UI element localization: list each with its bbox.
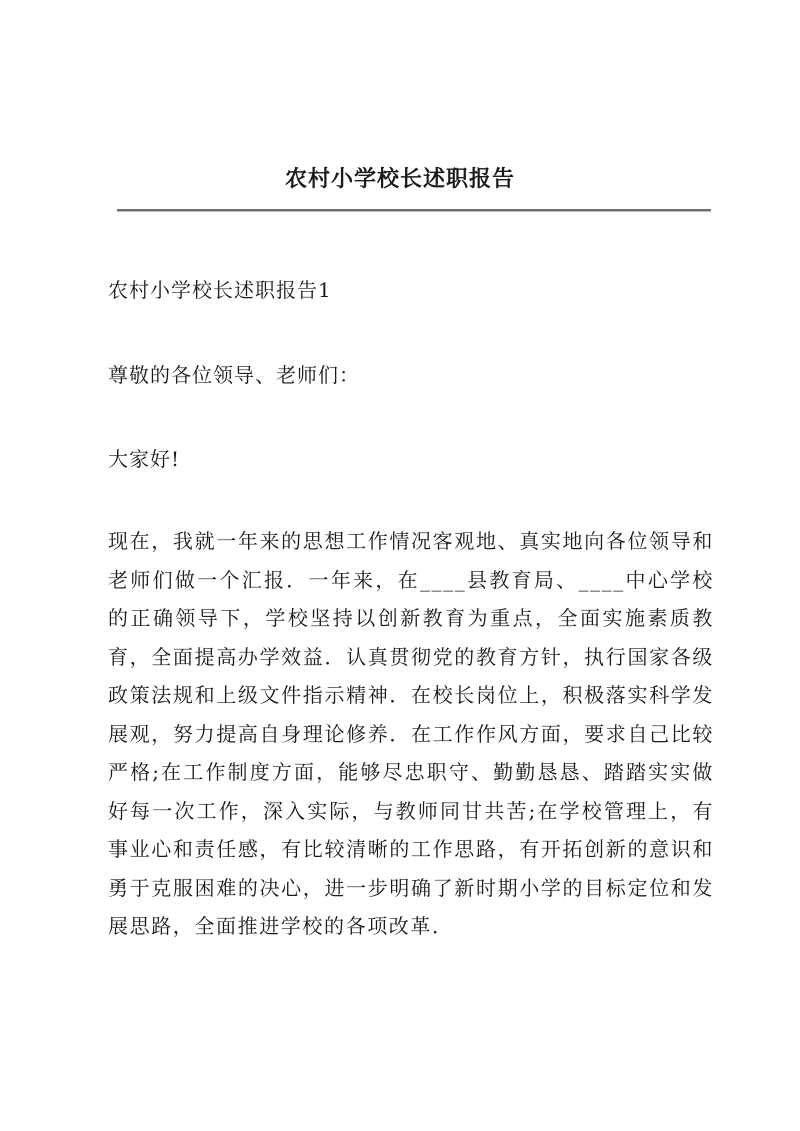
hello-line: 大家好! — [108, 447, 181, 471]
body-paragraph: 现在，我就一年来的思想工作情况客观地、真实地向各位领导和老师们做一个汇报．一年来，在____县教育局、____中心学校的正确领导下，学校坚持以创新教育为重点，全面实施素质教育，全面提高办学效益．认真贯彻党的教育方针，执行国家各级政策法规和上级文件指示精神．在校长岗位上，积极落实科学发展观，努力提高自身理论修养．在工作作风方面，要求自己比较严格;在工作制度方面，能够尽忠职守、勤勤恳恳、踏踏实实做好每一次工作，深入实际，与教师同甘共苦;在学校管理上，有事业心和责任感，有比较清晰的工作思路，有开拓创新的意识和勇于克服困难的决心，进一步明确了新时期小学的目标定位和发展思路，全面推进学校的各项改革． — [108, 529, 714, 938]
document-title: 农村小学校长述职报告 — [284, 166, 515, 192]
section-heading: 农村小学校长述职报告1 — [108, 278, 332, 302]
title-divider — [117, 209, 711, 212]
greeting-line: 尊敬的各位领导、老师们： — [108, 363, 360, 387]
